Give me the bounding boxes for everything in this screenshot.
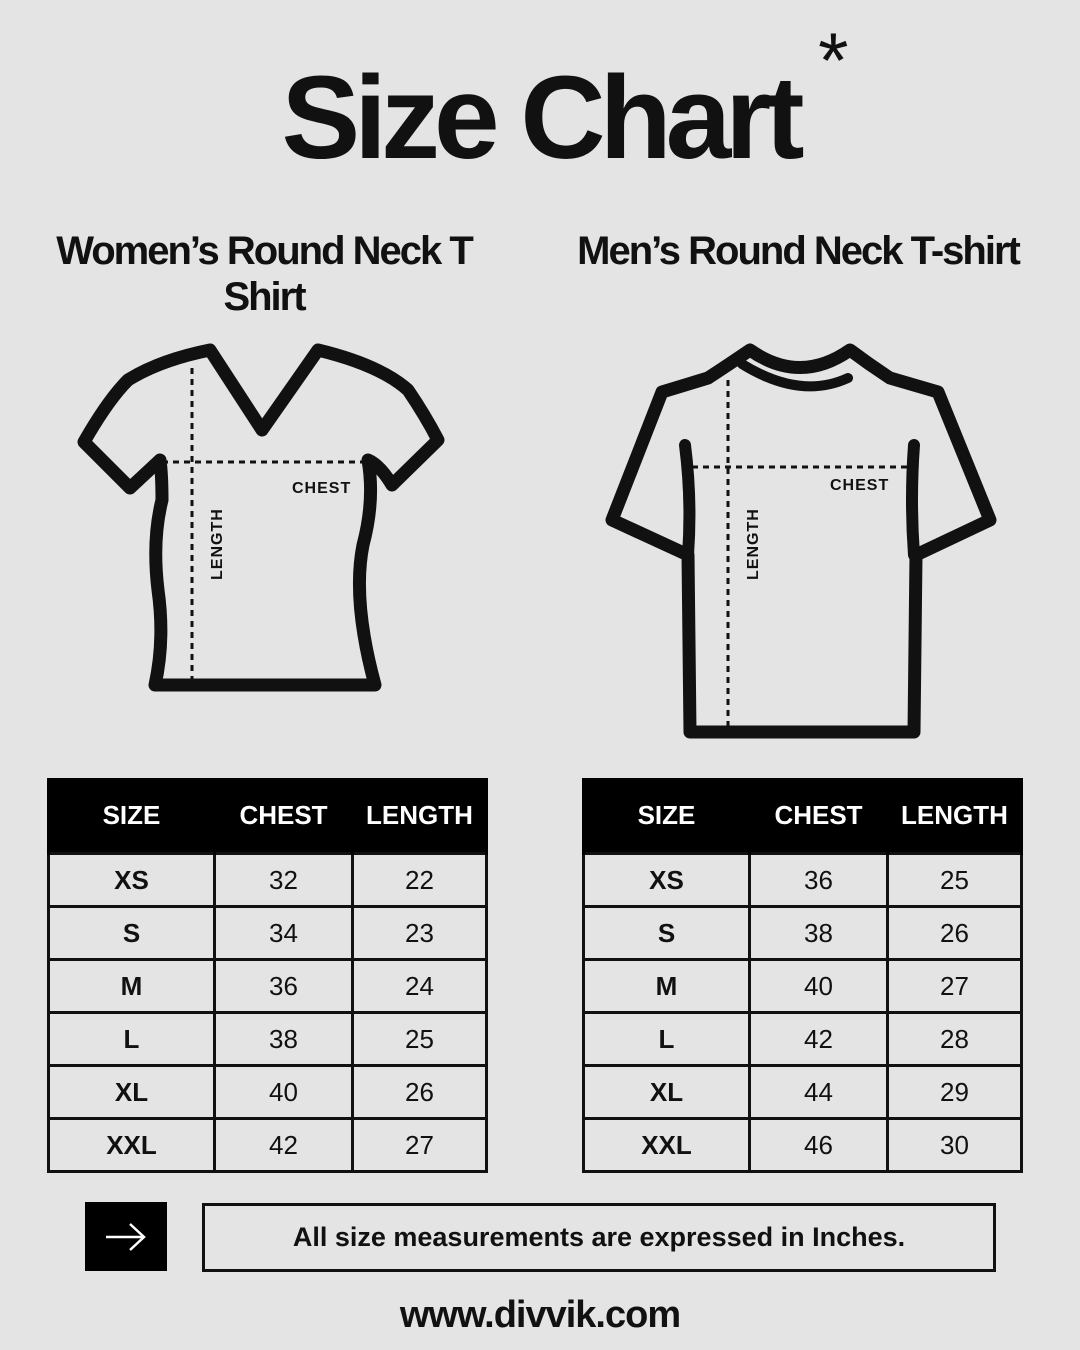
chest-cell: 38 — [215, 1013, 353, 1066]
length-cell: 23 — [353, 907, 487, 960]
table-header-row — [584, 778, 1022, 854]
header-length: LENGTH — [888, 778, 1022, 854]
size-cell: XS — [584, 854, 750, 907]
table-row — [49, 960, 487, 1013]
website-url[interactable]: www.divvik.com — [399, 1294, 681, 1336]
mens-shirt-outline — [612, 350, 990, 732]
length-cell: 29 — [888, 1066, 1022, 1119]
chest-cell: 40 — [750, 960, 888, 1013]
table-row — [49, 854, 487, 907]
mens-shirt-illustration — [600, 340, 1000, 740]
chest-cell: 38 — [750, 907, 888, 960]
table-header-row — [49, 778, 487, 854]
mens-size-table — [582, 778, 1023, 1173]
size-cell: S — [49, 907, 215, 960]
length-cell: 30 — [888, 1119, 1022, 1172]
table-row — [49, 907, 487, 960]
chest-cell: 34 — [215, 907, 353, 960]
mens-chest-label: CHEST — [830, 477, 890, 494]
length-cell: 25 — [888, 854, 1022, 907]
header-size: SIZE — [49, 778, 215, 854]
size-cell: S — [584, 907, 750, 960]
size-cell: M — [584, 960, 750, 1013]
mens-right-side — [912, 445, 914, 555]
size-cell: XXL — [49, 1119, 215, 1172]
table-row — [584, 960, 1022, 1013]
mens-length-label: LENGTH — [745, 508, 762, 580]
note-text: All size measurements are expressed in Inches. — [292, 1222, 906, 1252]
womens-shirt-outline — [84, 350, 438, 685]
chest-cell: 36 — [750, 854, 888, 907]
chest-cell: 44 — [750, 1066, 888, 1119]
chest-cell: 36 — [215, 960, 353, 1013]
size-cell: XXL — [584, 1119, 750, 1172]
size-cell: M — [49, 960, 215, 1013]
title-text: Size Chart — [281, 52, 799, 184]
chest-cell: 32 — [215, 854, 353, 907]
table-row — [49, 1066, 487, 1119]
womens-chest-label: CHEST — [292, 480, 352, 497]
length-cell: 27 — [888, 960, 1022, 1013]
length-cell: 26 — [353, 1066, 487, 1119]
size-cell: L — [584, 1013, 750, 1066]
arrow-right-icon — [104, 1222, 148, 1252]
chest-cell: 42 — [215, 1119, 353, 1172]
size-cell: L — [49, 1013, 215, 1066]
womens-shirt-illustration — [70, 340, 460, 710]
length-cell: 26 — [888, 907, 1022, 960]
womens-length-label: LENGTH — [209, 508, 226, 580]
table-row — [49, 1013, 487, 1066]
header-length: LENGTH — [353, 778, 487, 854]
table-row — [49, 1119, 487, 1172]
page-title — [0, 16, 1080, 184]
length-cell: 27 — [353, 1119, 487, 1172]
chest-cell: 42 — [750, 1013, 888, 1066]
measurement-note — [202, 1203, 996, 1272]
mens-left-side — [685, 445, 689, 555]
asterisk-mark: * — [818, 16, 849, 104]
chest-cell: 40 — [215, 1066, 353, 1119]
table-row — [584, 1013, 1022, 1066]
length-cell: 24 — [353, 960, 487, 1013]
size-cell: XL — [584, 1066, 750, 1119]
mens-heading: Men’s Round Neck T-shirt — [577, 229, 1019, 273]
header-chest: CHEST — [215, 778, 353, 854]
length-cell: 28 — [888, 1013, 1022, 1066]
size-cell: XS — [49, 854, 215, 907]
table-row — [584, 907, 1022, 960]
table-row — [584, 1119, 1022, 1172]
table-row — [584, 1066, 1022, 1119]
arrow-button[interactable] — [85, 1202, 167, 1271]
size-cell: XL — [49, 1066, 215, 1119]
womens-heading: Women’s Round Neck T Shirt — [56, 229, 472, 319]
length-cell: 22 — [353, 854, 487, 907]
chest-cell: 46 — [750, 1119, 888, 1172]
womens-size-table — [47, 778, 488, 1173]
length-cell: 25 — [353, 1013, 487, 1066]
header-size: SIZE — [584, 778, 750, 854]
header-chest: CHEST — [750, 778, 888, 854]
table-row — [584, 854, 1022, 907]
